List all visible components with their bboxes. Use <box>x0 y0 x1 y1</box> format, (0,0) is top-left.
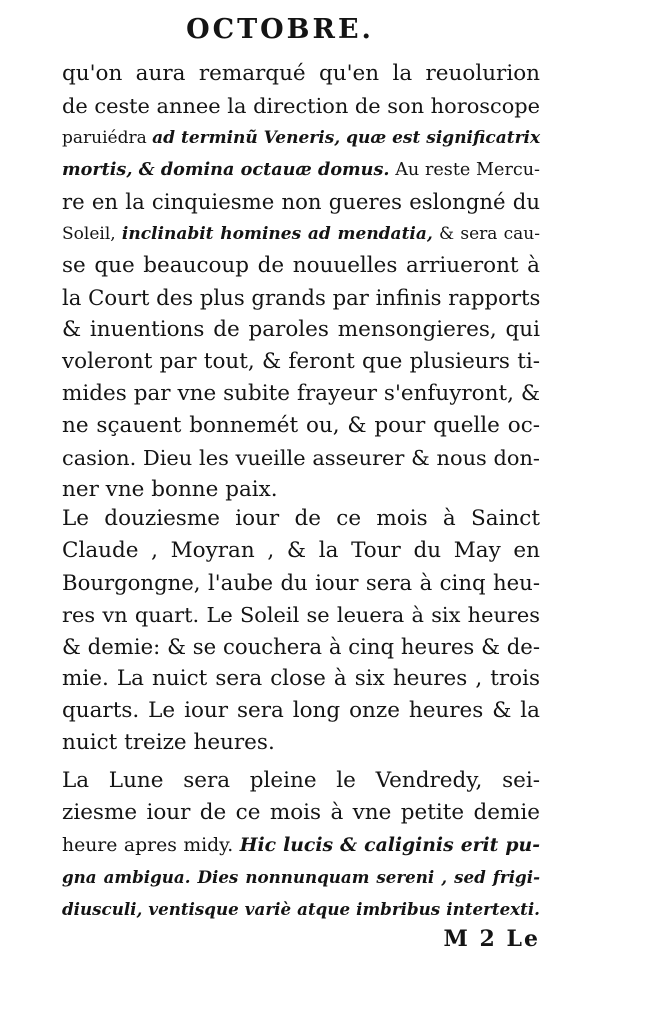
text-run: Au reste Mercu- <box>389 160 540 180</box>
latin-phrase: Hic lucis & caliginis erit pu- <box>239 834 540 856</box>
text-run: paruiédra <box>62 128 153 148</box>
latin-line: diusculi, ventisque variè atque imbribus intertexti. <box>62 899 540 919</box>
text-line: Bourgongne, l'aube du iour sera à cinq heu- <box>62 570 540 595</box>
text-line <box>62 154 540 186</box>
text-line <box>62 218 540 250</box>
text-line: se que beaucoup de nouuelles arriueront à <box>62 253 540 278</box>
running-head: OCTOBRE. <box>186 14 374 45</box>
text-line: voleront par tout, & feront que plusieurs ti- <box>62 349 540 374</box>
text-line: Claude , Moyran , & la Tour du May en <box>62 538 540 563</box>
text-line: Le douziesme iour de ce mois à Sainct <box>62 506 540 531</box>
text-line: mides par vne subite frayeur s'enfuyront, & <box>62 381 540 406</box>
paragraph-horoscope <box>62 58 540 506</box>
latin-phrase: inclinabit homines ad mendatia, <box>121 224 433 244</box>
text-line: ne sçauent bonnemét ou, & pour quelle oc- <box>62 413 540 438</box>
signature-catchword: M 2 Le <box>443 926 540 952</box>
text-line: de ceste annee la direction de son horoscope <box>62 94 541 118</box>
text-run: & sera cau- <box>432 224 540 244</box>
text-line: la Court des plus grands par infinis rapports <box>62 285 541 310</box>
text-line: mie. La nuict sera close à six heures , trois <box>62 666 540 691</box>
text-run: heure apres midy. <box>62 835 240 856</box>
text-line: nuict treize heures. <box>62 730 275 755</box>
text-line <box>62 122 540 154</box>
text-line: quarts. Le iour sera long onze heures & la <box>62 698 540 723</box>
text-line: ziesme iour de ce mois à vne petite demie <box>62 800 540 825</box>
latin-line: gna ambigua. Dies nonnunquam sereni , sed frigi- <box>62 867 540 887</box>
text-line: re en la cinquiesme non gueres eslongné du <box>62 189 540 214</box>
text-line: casion. Dieu les vueille asseurer & nous don- <box>62 446 540 470</box>
text-line <box>62 829 540 861</box>
latin-phrase: ad terminũ Veneris, quæ est significatrix <box>152 128 541 148</box>
text-line: La Lune sera pleine le Vendredy, sei- <box>62 768 540 793</box>
paragraph-full-moon <box>62 765 540 925</box>
text-line: & inuentions de paroles mensongieres, qui <box>62 317 540 342</box>
text-line: ner vne bonne paix. <box>62 477 278 502</box>
text-line: & demie: & se couchera à cinq heures & de- <box>62 634 540 659</box>
text-line: res vn quart. Le Soleil se leuera à six heures <box>62 603 540 627</box>
paragraph-daylight <box>62 503 540 759</box>
text-line: qu'on aura remarqué qu'en la reuolurion <box>62 61 540 86</box>
text-run: Soleil, <box>62 224 122 244</box>
latin-phrase: mortis, & domina octauæ domus. <box>62 159 390 180</box>
